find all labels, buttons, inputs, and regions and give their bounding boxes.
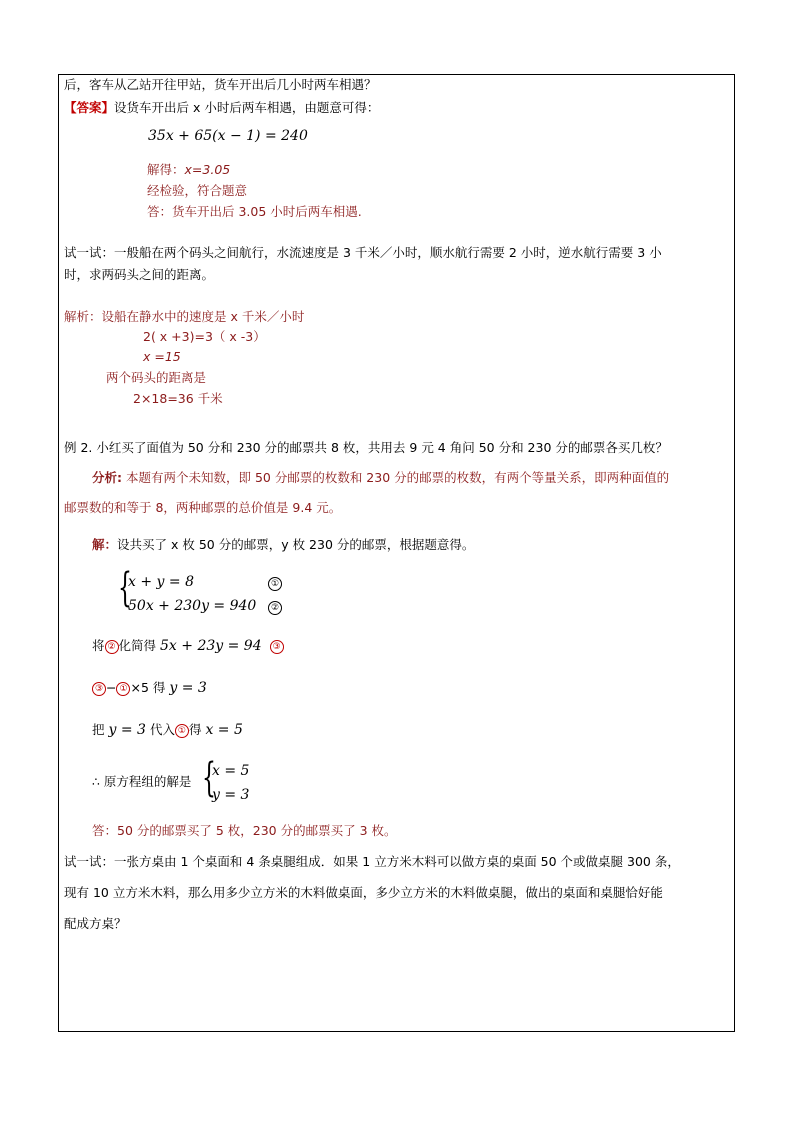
equation-1: 35x + 65(x − 1) = 240: [148, 128, 308, 144]
solution-y: y = 3: [212, 787, 250, 803]
solution-brace: {: [202, 755, 216, 801]
solution-intro: [92, 537, 474, 553]
distance-calc: 2×18=36 千米: [133, 391, 223, 406]
step-1: 将 ② 化简得 5x + 23y = 94 ③: [92, 638, 284, 654]
boat-solution: x =15: [143, 349, 181, 364]
circle-3-red-icon: ③: [92, 682, 106, 696]
try-2-line3: 配成方桌？: [64, 916, 127, 931]
step-3: 把 y = 3 代入 ① 得 x = 5: [92, 722, 243, 738]
try-2-line1: 试一试：一张方桌由 1 个桌面和 4 条桌腿组成．如果 1 立方米木料可以做方桌的桌面 50 个或做桌腿 300 条，: [64, 854, 680, 869]
circle-1-red-icon: ①: [175, 724, 189, 738]
system-brace: {: [118, 565, 132, 611]
try-question-line1: 试一试：一般船在两个码头之间航行，水流速度是 3 千米／小时，顺水航行需要 2 小时，逆水航行需要 3 小: [64, 245, 662, 260]
system-eq1: x + y = 8: [128, 574, 194, 590]
final-answer-1: 答：货车开出后 3.05 小时后两车相遇.: [147, 204, 362, 219]
analysis-line1: [92, 470, 669, 486]
analysis-tag: 分析:: [92, 470, 122, 485]
solve-label: 解得：: [147, 162, 185, 177]
circle-1-red-icon: ①: [116, 682, 130, 696]
try-question-line2: 时，求两码头之间的距离。: [64, 267, 215, 282]
circle-1-icon: ①: [268, 577, 282, 591]
circle-2-icon: ②: [268, 601, 282, 615]
circle-3-red-icon: ③: [270, 640, 284, 654]
try-2-line2: 现有 10 立方米木料，那么用多少立方米的木料做桌面，多少立方米的木料做桌腿，做出的桌面和桌腿恰好能: [64, 885, 663, 900]
answer-line: [64, 100, 379, 116]
step-2: ③ − ① ×5 得 y = 3: [92, 680, 207, 696]
solution-intro-text: 设共买了 x 枚 50 分的邮票，y 枚 230 分的邮票，根据题意得。: [117, 537, 475, 552]
solution-x: x = 5: [212, 763, 250, 779]
solve-value: x=3.05: [184, 162, 231, 177]
solution-tag: 解：: [92, 537, 118, 552]
solution-label: ∴ 原方程组的解是: [92, 774, 192, 789]
analysis-intro: 解析：设船在静水中的速度是 x 千米／小时: [64, 309, 305, 324]
analysis-text: 本题有两个未知数，即 50 分邮票的枚数和 230 分的邮票的枚数，有两个等量关系，即两种面值的: [122, 470, 670, 485]
example-2: 例 2. 小红买了面值为 50 分和 230 分的邮票共 8 枚，共用去 9 元 4 角问 50 分和 230 分的邮票各买几枚？: [64, 440, 668, 455]
boat-equation: 2( x +3)=3（ x -3）: [143, 329, 266, 344]
check-line: 经检验，符合题意: [147, 183, 248, 198]
analysis-line2: 邮票数的和等于 8，两种邮票的总价值是 9.4 元。: [64, 500, 342, 515]
system-eq2: 50x + 230y = 940: [128, 598, 257, 614]
distance-label: 两个码头的距离是: [106, 370, 207, 385]
answer-tag: 【答案】: [64, 100, 115, 115]
problem-tail: 后，客车从乙站开往甲站，货车开出后几小时两车相遇？: [64, 77, 377, 92]
final-answer-2: 答：50 分的邮票买了 5 枚，230 分的邮票买了 3 枚。: [92, 823, 397, 838]
mark-2: [268, 599, 282, 615]
solve-line: [147, 162, 230, 178]
answer-intro: 设货车开出后 x 小时后两车相遇，由题意可得：: [114, 100, 380, 115]
circle-2-red-icon: ②: [105, 640, 119, 654]
mark-1: [268, 575, 282, 591]
